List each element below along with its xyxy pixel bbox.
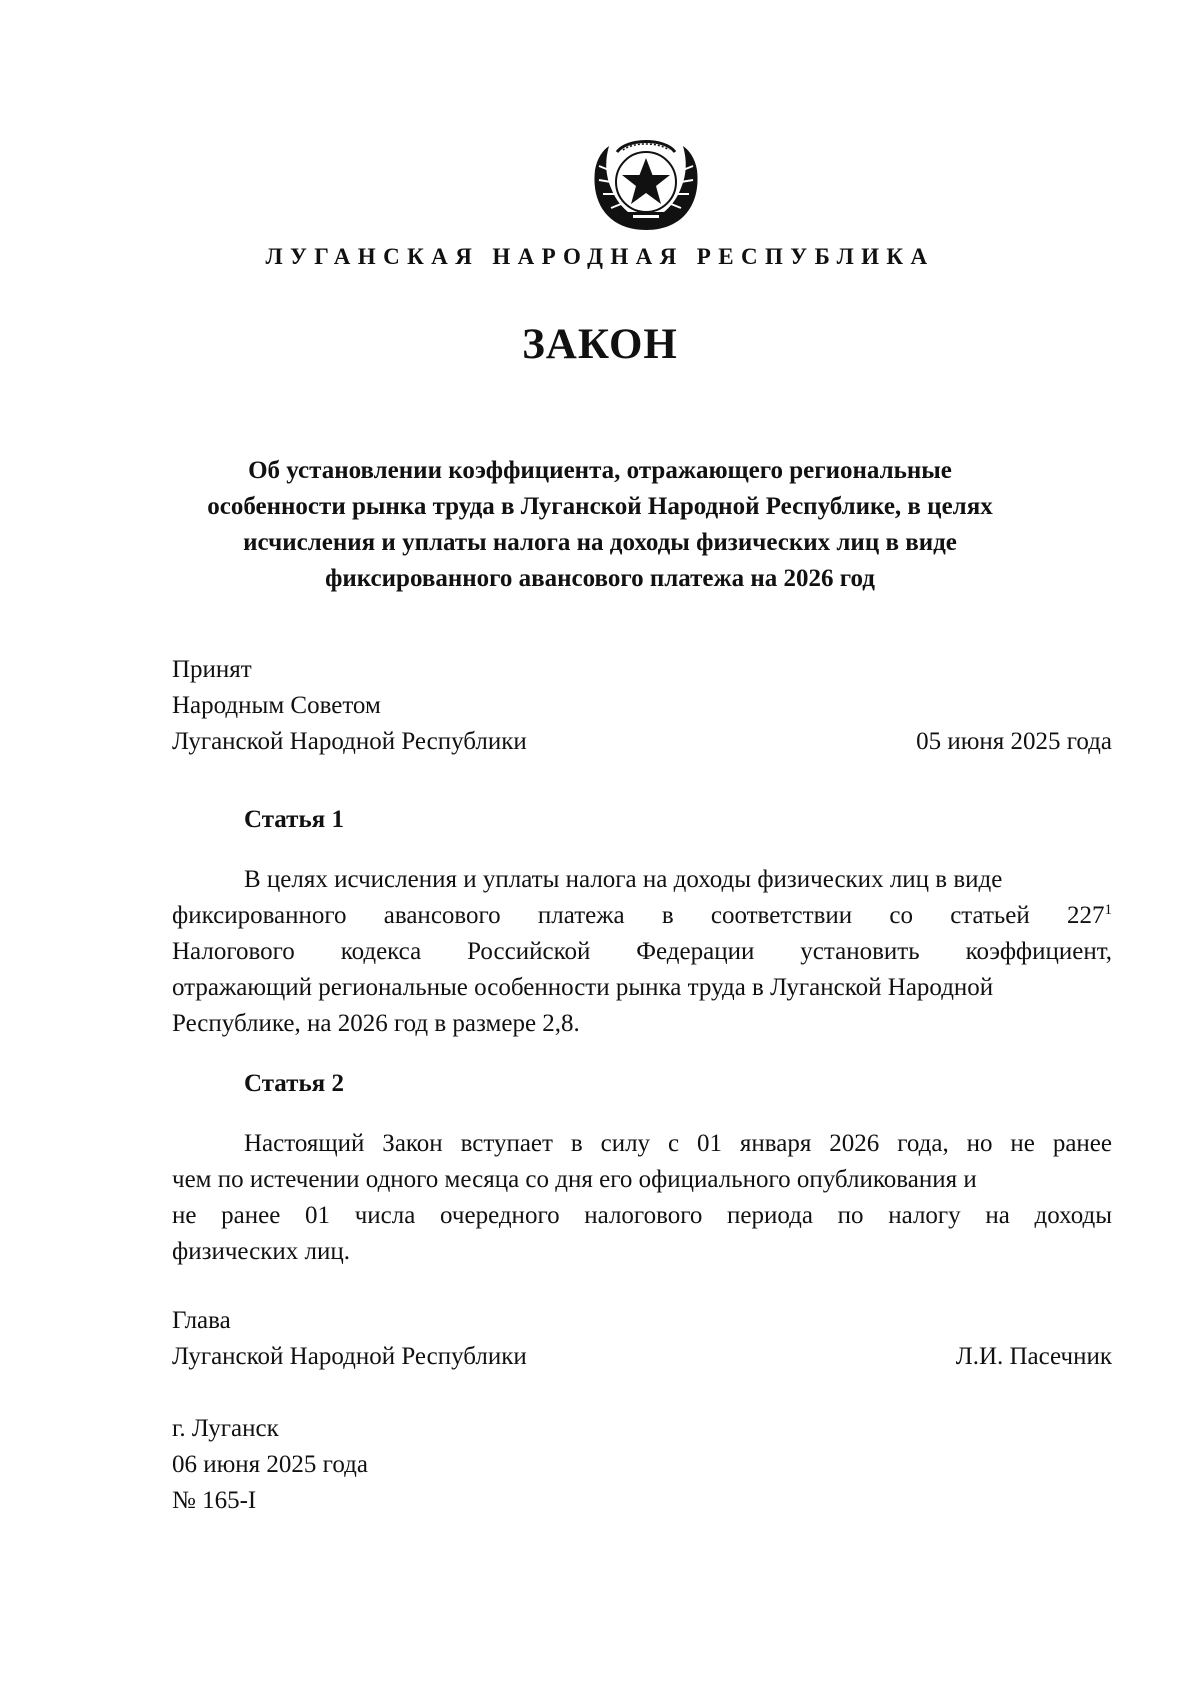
law-title-line: исчисления и уплаты налога на доходы физических лиц в виде xyxy=(243,529,957,556)
signatory-title-line: Луганской Народной Республики xyxy=(172,1343,527,1370)
article-number-superscript: 1 xyxy=(1104,902,1112,918)
article-1-text xyxy=(172,862,1112,1042)
coat-of-arms-icon xyxy=(587,130,705,238)
adoption-line: Принят xyxy=(172,656,252,683)
article-2-line: чем по истечении одного месяца со дня его официального опубликования и xyxy=(172,1166,977,1193)
article-1-line: Республике, на 2026 год в размере 2,8. xyxy=(172,1010,580,1037)
article-1-heading: Статья 1 xyxy=(244,806,344,833)
article-1-line xyxy=(172,898,1112,934)
footer-block xyxy=(172,1411,368,1519)
law-title xyxy=(150,453,1050,597)
signatory-title xyxy=(172,1303,527,1375)
law-title-line: фиксированного авансового платежа на 2026 год xyxy=(325,565,875,592)
article-2-line: физических лиц. xyxy=(172,1238,350,1265)
article-1-line-text: фиксированного авансового платежа в соответствии со статьей 227 xyxy=(172,902,1105,929)
article-2-heading: Статья 2 xyxy=(244,1070,344,1097)
adoption-block xyxy=(172,652,527,760)
signatory-name: Л.И. Пасечник xyxy=(955,1343,1112,1370)
republic-name: ЛУГАНСКАЯ НАРОДНАЯ РЕСПУБЛИКА xyxy=(265,244,935,269)
article-2-text xyxy=(172,1126,1112,1270)
article-1-line: отражающий региональные особенности рынка труда в Луганской Народной xyxy=(172,974,994,1001)
adoption-date: 05 июня 2025 года xyxy=(916,728,1112,755)
article-1-line: В целях исчисления и уплаты налога на доходы физических лиц в виде xyxy=(244,866,1003,893)
footer-date: 06 июня 2025 года xyxy=(172,1451,368,1478)
law-title-line: Об установлении коэффициента, отражающего региональные xyxy=(248,457,952,484)
article-1-line: Налогового кодекса Российской Федерации установить коэффициент, xyxy=(172,938,1112,965)
law-title-line: особенности рынка труда в Луганской Народной Республике, в целях xyxy=(207,493,993,520)
article-2-line: Настоящий Закон вступает в силу с 01 января 2026 года, но не ранее xyxy=(244,1130,1112,1157)
footer-place: г. Луганск xyxy=(172,1415,279,1442)
article-2-line: не ранее 01 числа очередного налогового периода по налогу на доходы xyxy=(172,1202,1112,1229)
signatory-title-line: Глава xyxy=(172,1307,231,1334)
law-number: № 165-I xyxy=(172,1487,257,1514)
adoption-line: Народным Советом xyxy=(172,692,381,719)
document-type: ЗАКОН xyxy=(522,321,678,368)
adoption-line: Луганской Народной Республики xyxy=(172,728,527,755)
